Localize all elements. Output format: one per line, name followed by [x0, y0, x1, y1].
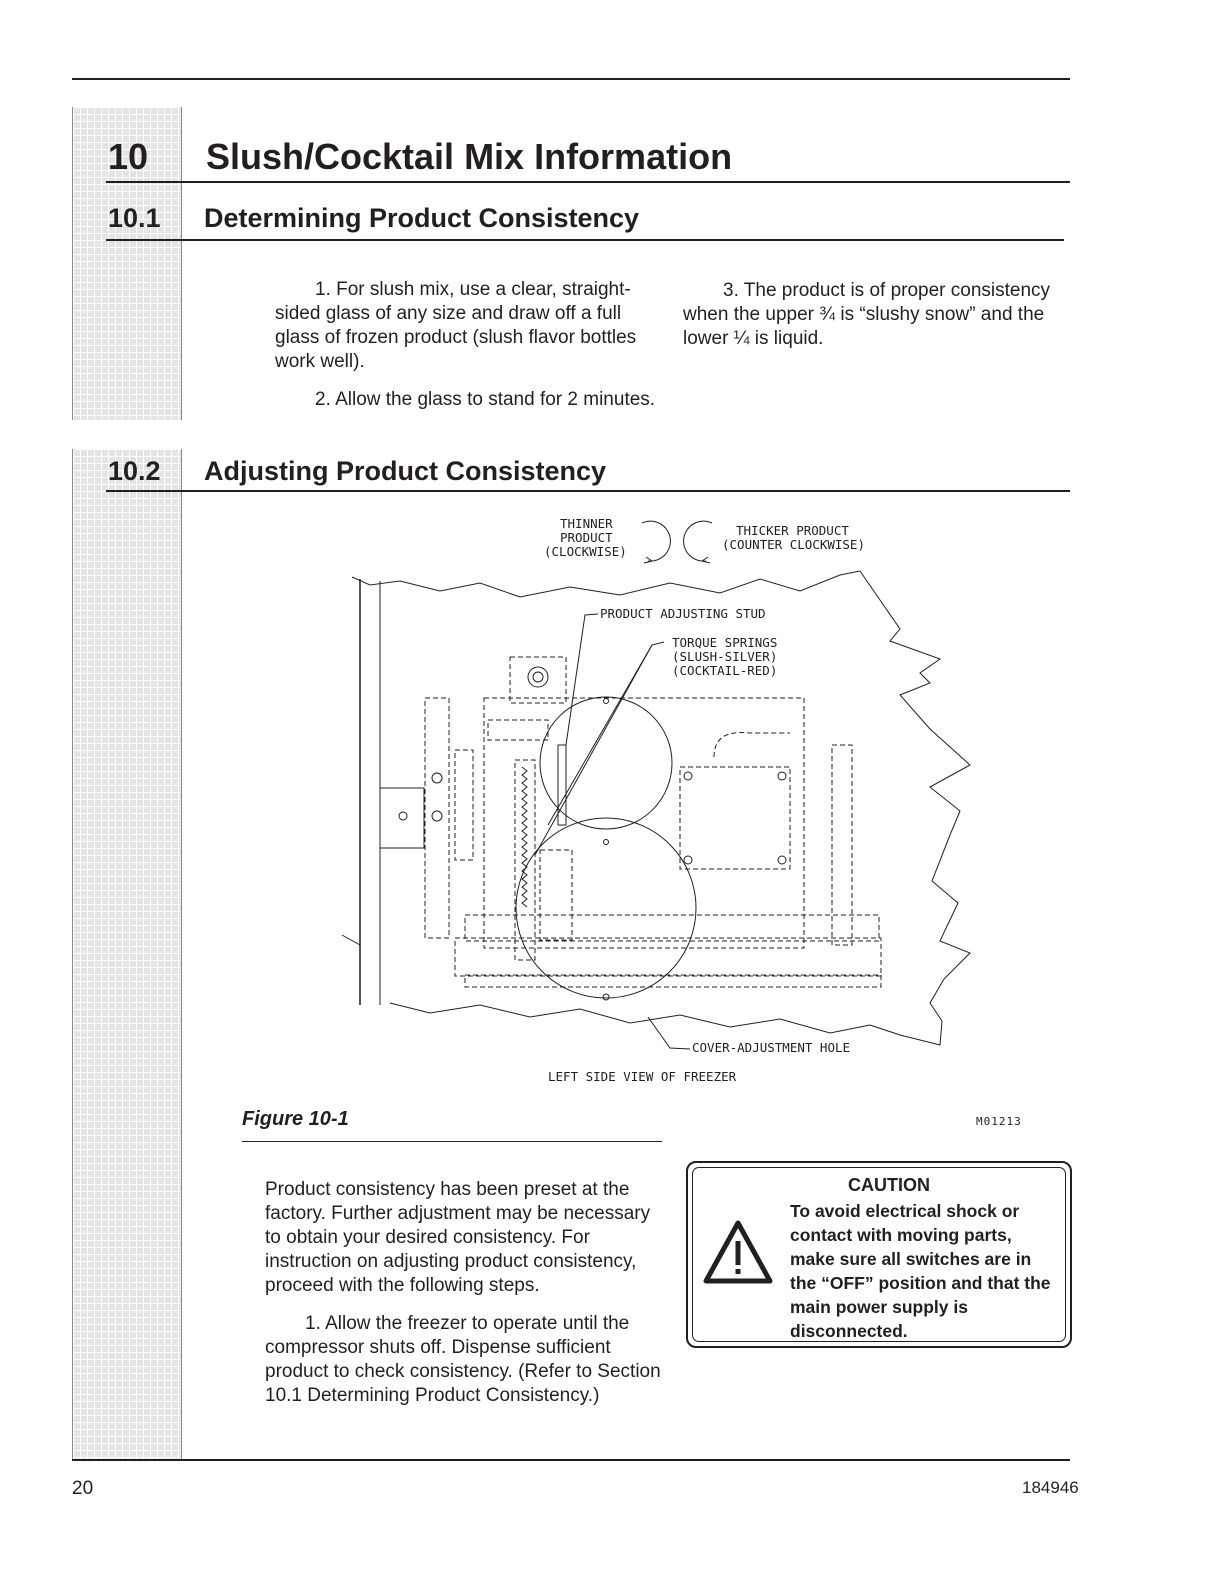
- figure-id: M01213: [976, 1115, 1022, 1128]
- caution-text: To avoid electrical shock or contact with moving parts, make sure all switches are in the “OFF” position and that the main power supply is disconnected.: [790, 1201, 1051, 1341]
- label-thicker-1: THICKER PRODUCT: [736, 523, 849, 538]
- sub1-step1: 1. For slush mix, use a clear, straight-sided glass of any size and draw off a full glass of frozen product (slush flavor bottles work well).: [275, 279, 637, 372]
- sub1-title-rule: [106, 239, 1064, 241]
- upper-rotor-circle: [540, 697, 672, 829]
- sub2-number: 10.2: [108, 456, 161, 486]
- counterclockwise-arrow-icon: [684, 521, 712, 561]
- grid-band-lower: [72, 449, 182, 1461]
- label-view: LEFT SIDE VIEW OF FREEZER: [548, 1069, 737, 1084]
- sub1-right-column: [683, 279, 1071, 351]
- section-title-rule: [106, 181, 1070, 183]
- top-rule: [72, 78, 1070, 80]
- sub2-intro: Product consistency has been preset at the factory. Further adjustment may be necessary to obtain your desired consistency. For instruction on adjusting product consistency, proceed with the following steps.: [265, 1179, 651, 1296]
- figure-caption-rule: [242, 1141, 662, 1142]
- label-cover-hole: COVER-ADJUSTMENT HOLE: [692, 1040, 851, 1055]
- caution-title: CAUTION: [848, 1175, 930, 1195]
- label-springs-3: (COCKTAIL-RED): [672, 663, 778, 678]
- label-springs-2: (SLUSH-SILVER): [672, 649, 778, 664]
- sub1-title: Determining Product Consistency: [204, 203, 640, 233]
- label-springs-1: TORQUE SPRINGS: [672, 635, 778, 650]
- sub1-left-column: [275, 278, 665, 412]
- page-number: 20: [72, 1478, 94, 1499]
- sub1-number: 10.1: [108, 203, 161, 233]
- sub2-title-rule: [106, 490, 1070, 492]
- warning-triangle-icon: [702, 1219, 774, 1285]
- sub2-title: Adjusting Product Consistency: [204, 456, 607, 486]
- sub2-column: [265, 1178, 663, 1408]
- label-thinner-3: (CLOCKWISE): [544, 544, 627, 559]
- label-thinner-1: THINNER: [560, 516, 613, 531]
- bottom-rule: [72, 1459, 1070, 1461]
- caution-box: [686, 1161, 1072, 1348]
- section-title: Slush/Cocktail Mix Information: [206, 136, 733, 177]
- label-thinner-2: PRODUCT: [560, 530, 613, 545]
- freezer-diagram: [330, 505, 990, 1095]
- section-number: 10: [108, 136, 149, 177]
- sub1-step3: 3. The product is of proper consistency when the upper ¾ is “slushy snow” and the lower ¼ is liquid.: [683, 280, 1051, 349]
- figure-caption: Figure 10-1: [242, 1108, 349, 1130]
- sub1-step2: 2. Allow the glass to stand for 2 minutes.: [315, 389, 656, 410]
- clockwise-arrow-icon: [642, 521, 670, 561]
- document-number: 184946: [1022, 1478, 1079, 1497]
- label-stud: PRODUCT ADJUSTING STUD: [600, 606, 766, 621]
- cutaway-outline: [352, 571, 970, 1045]
- label-thicker-2: (COUNTER CLOCKWISE): [722, 537, 865, 552]
- sub2-step1: 1. Allow the freezer to operate until the compressor shuts off. Dispense sufficient product to check consistency. (Refer to Section 10.1 Determining Product Consistency.): [265, 1313, 661, 1406]
